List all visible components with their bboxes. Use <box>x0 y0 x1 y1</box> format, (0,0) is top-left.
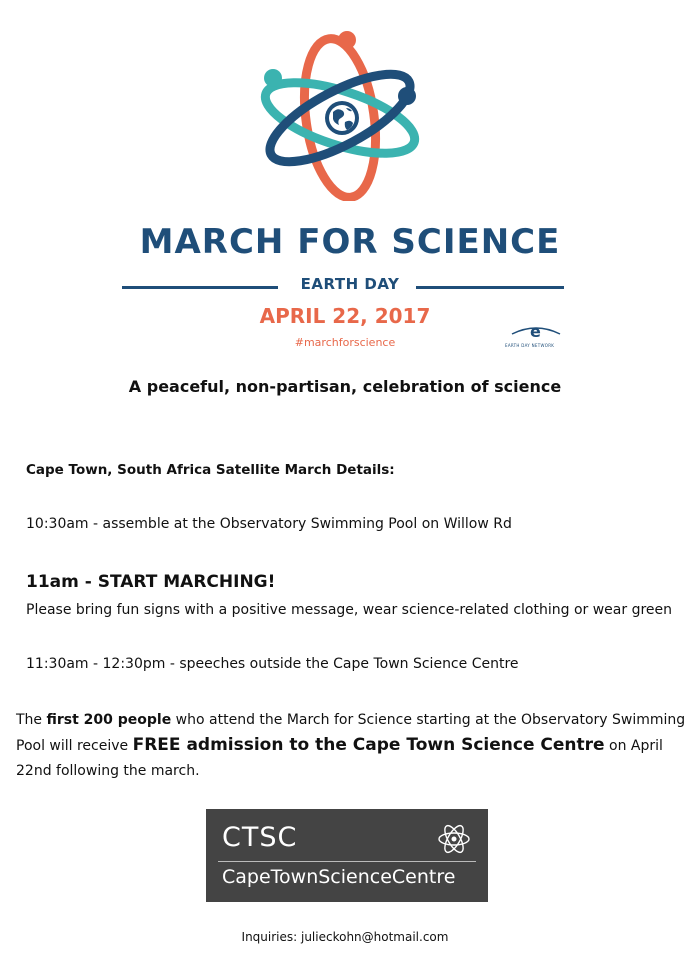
hashtag: #marchforscience <box>294 336 396 349</box>
earth-day-network-icon <box>510 320 562 344</box>
logo-subtitle: EARTH DAY <box>300 275 400 293</box>
speeches-time: 11:30am - 12:30pm - speeches outside the Cape Town Science Centre <box>26 656 519 672</box>
offer-text-1: The <box>16 712 47 728</box>
svg-text:e: e <box>530 322 541 341</box>
offer-text-3: on April 22nd following the march. <box>16 738 663 779</box>
offer-free-admission: FREE admission to the Cape Town Science Centre <box>132 735 605 755</box>
ctsc-divider <box>218 861 476 862</box>
march-for-science-logo <box>255 26 425 201</box>
ctsc-atom-icon <box>437 822 471 856</box>
tagline: A peaceful, non-partisan, celebration of science <box>128 377 562 396</box>
ctsc-name: CapeTownScienceCentre <box>222 866 456 888</box>
bring-signs-note: Please bring fun signs with a positive message, wear science-related clothing or wear green <box>26 602 673 618</box>
offer-highlight: first 200 people <box>46 712 172 728</box>
atom-icon <box>257 31 422 201</box>
free-admission-paragraph <box>16 708 688 784</box>
event-date: APRIL 22, 2017 <box>259 304 431 328</box>
logo-title: MARCH FOR SCIENCE <box>139 222 561 262</box>
offer-text-2: who attend the March for Science starting at the Observatory Swimming Pool will receive <box>16 712 686 754</box>
inquiries-contact: Inquiries: julieckohn@hotmail.com <box>241 930 449 944</box>
ctsc-abbr: CTSC <box>222 822 298 853</box>
assemble-time: 10:30am - assemble at the Observatory Swimming Pool on Willow Rd <box>26 516 512 532</box>
details-heading: Cape Town, South Africa Satellite March Details: <box>26 462 395 478</box>
start-marching: 11am - START MARCHING! <box>26 572 276 592</box>
earth-day-network-label: EARTH DAY NETWORK <box>505 343 555 348</box>
